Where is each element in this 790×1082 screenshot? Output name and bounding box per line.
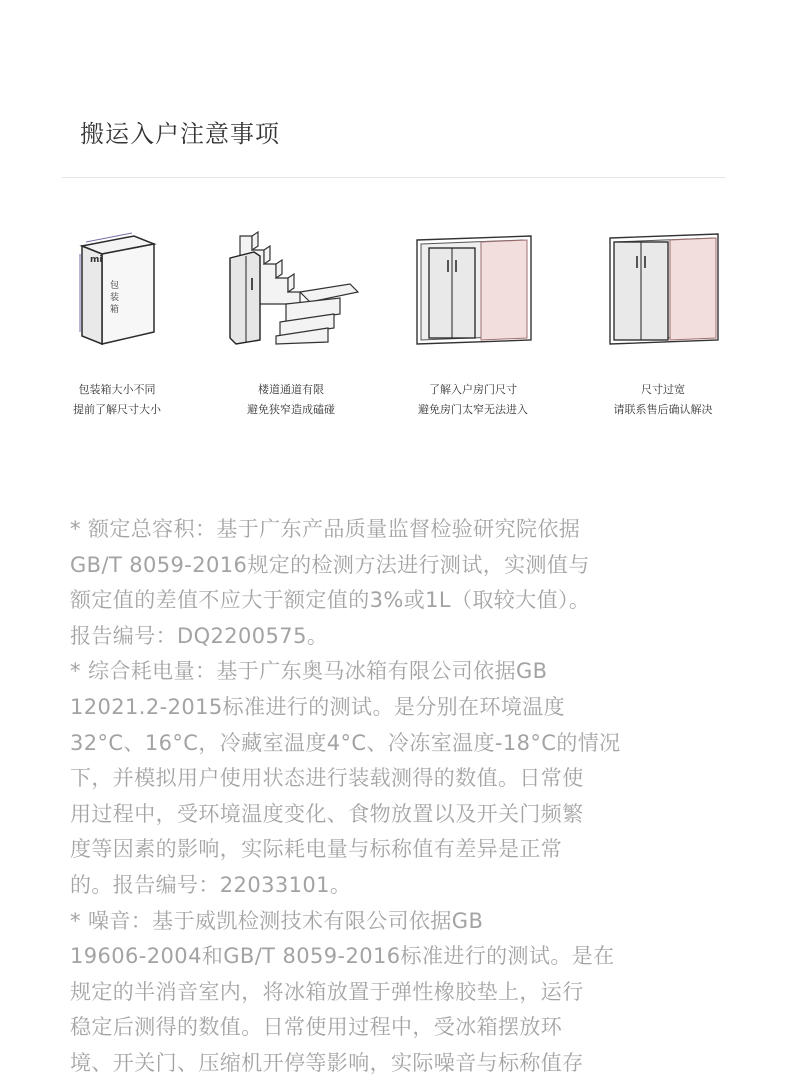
box-label-1: 包 <box>110 281 120 291</box>
note-line: 度等因素的影响，实际耗电量与标称值有差异是正常 <box>70 837 563 862</box>
note-line: * 综合耗电量：基于广东奥马冰箱有限公司依据GB <box>70 659 548 684</box>
tip-box-size <box>22 228 212 420</box>
title-divider <box>62 177 726 178</box>
tip-text <box>568 380 758 420</box>
note-line: 12021.2-2015标准进行的测试。是分别在环境温度 <box>70 694 566 719</box>
tip-line: 楼道通道有限 <box>258 383 324 396</box>
tip-text <box>22 380 212 420</box>
note-line: 规定的半消音室内，将冰箱放置于弹性橡胶垫上，运行 <box>70 979 584 1004</box>
box-label-2: 装 <box>110 293 120 303</box>
note-line: 额定值的差值不应大于额定值的3%或1L（取较大值）。 <box>70 588 591 613</box>
tip-staircase <box>196 228 386 420</box>
note-line: * 噪音：基于威凯检测技术有限公司依据GB <box>70 908 484 933</box>
note-line: 的。报告编号：22033101。 <box>70 872 352 897</box>
tip-door-size <box>378 228 568 420</box>
note-line: 32°C、16°C，冷藏室温度4°C、冷冻室温度-18°C的情况 <box>70 730 621 755</box>
note-line: 境、开关门、压缩机开停等影响，实际噪音与标称值存 <box>70 1050 584 1075</box>
tip-line: 了解入户房门尺寸 <box>429 383 517 396</box>
note-line: GB/T 8059-2016规定的检测方法进行测试，实测值与 <box>70 552 590 577</box>
open-fridge-icon <box>403 228 543 348</box>
tips-row <box>0 228 790 428</box>
tip-line: 避免狭窄造成磕碰 <box>247 403 335 416</box>
box-label-3: 箱 <box>110 305 120 315</box>
note-line: 19606-2004和GB/T 8059-2016标准进行的测试。是在 <box>70 944 615 969</box>
tip-line: 提前了解尺寸大小 <box>73 403 161 416</box>
note-line: 下，并模拟用户使用状态进行装载测得的数值。日常使 <box>70 766 584 791</box>
disclaimer-notes <box>70 512 730 1082</box>
note-line: 用过程中，受环境温度变化、食物放置以及开关门频繁 <box>70 801 584 826</box>
note-line: 报告编号：DQ2200575。 <box>70 623 329 648</box>
note-line: * 额定总容积：基于广东产品质量监督检验研究院依据 <box>70 517 581 541</box>
note-line: 稳定后测得的数值。日常使用过程中，受冰箱摆放环 <box>70 1015 563 1040</box>
box-brand-mark: mi <box>90 255 103 265</box>
tip-line: 包装箱大小不同 <box>78 383 156 396</box>
box-icon <box>62 228 172 348</box>
wide-fridge-icon <box>598 228 728 348</box>
tip-text <box>378 380 568 420</box>
tip-line: 请联系售后确认解决 <box>613 403 713 416</box>
staircase-icon <box>216 228 366 348</box>
tip-line: 尺寸过宽 <box>641 383 685 396</box>
page-title: 搬运入户注意事项 <box>80 120 280 148</box>
tip-line: 避免房门太窄无法进入 <box>418 403 528 416</box>
tip-text <box>196 380 386 420</box>
tip-too-wide <box>568 228 758 420</box>
